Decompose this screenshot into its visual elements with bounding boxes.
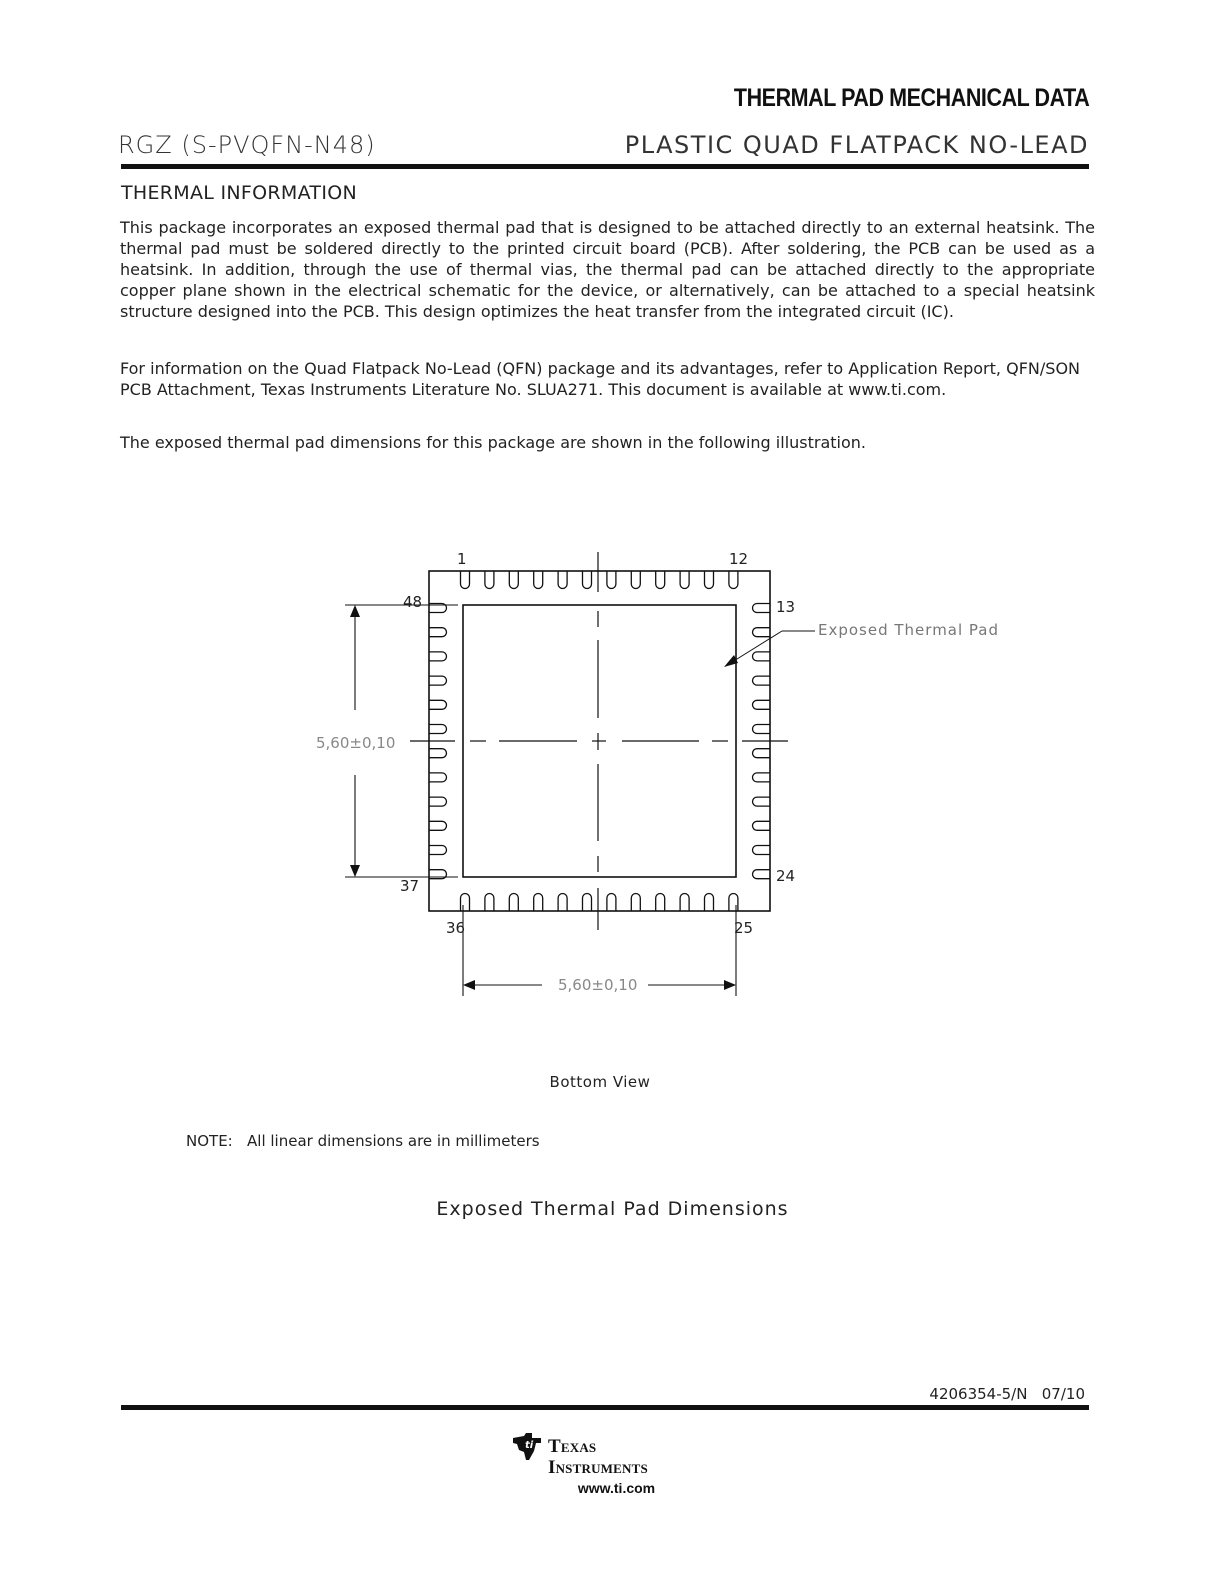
pins-bottom [461, 894, 738, 912]
paragraph-illustration-intro: The exposed thermal pad dimensions for this package are shown in the following illustration. [120, 433, 866, 452]
pin [753, 797, 771, 806]
pin [656, 571, 665, 589]
pin [656, 894, 665, 912]
pin-label-37: 37 [400, 877, 420, 895]
pin [753, 676, 771, 685]
pin-label-1: 1 [457, 550, 467, 568]
dimension-vertical: 5,60±0,10 [316, 734, 396, 752]
pin [753, 846, 771, 855]
pin [680, 571, 689, 589]
pin [429, 797, 447, 806]
pin-label-13: 13 [776, 598, 796, 616]
document-id: 4206354-5/N 07/10 [929, 1385, 1085, 1403]
pin [509, 571, 518, 589]
pin [753, 604, 771, 613]
pin [631, 571, 640, 589]
note: NOTE: All linear dimensions are in millimeters [186, 1132, 540, 1150]
figure-title: Exposed Thermal Pad Dimensions [436, 1198, 789, 1220]
pin [753, 821, 771, 830]
pin [680, 894, 689, 912]
pin [429, 652, 447, 661]
pin-label-24: 24 [776, 867, 796, 885]
package-code: RGZ (S-PVQFN-N48) [118, 131, 376, 159]
pin [429, 628, 447, 637]
pins-top [461, 571, 738, 589]
ti-logo-icon [510, 1432, 546, 1462]
pin-label-48: 48 [403, 593, 423, 611]
pin [485, 571, 494, 589]
dimension-horizontal: 5,60±0,10 [558, 976, 638, 994]
pin [729, 571, 738, 589]
pin [429, 773, 447, 782]
center-lines [410, 552, 788, 930]
pin [583, 571, 592, 589]
footer-url: www.ti.com [577, 1480, 656, 1496]
pin-label-25: 25 [734, 919, 754, 937]
page-title: THERMAL PAD MECHANICAL DATA [733, 84, 1089, 112]
pin [509, 894, 518, 912]
logo-text-instruments: Instruments [548, 1457, 648, 1478]
pin-label-36: 36 [446, 919, 466, 937]
pin [607, 894, 616, 912]
section-title: THERMAL INFORMATION [121, 182, 358, 204]
paragraph-thermal-info: This package incorporates an exposed thermal pad that is designed to be attached directly to an external heatsink. The thermal pad must be soldered directly to the printed circuit board (PCB). After soldering, the PCB can be used as a heatsink. In addition, through the use of thermal vias, the thermal pad can be attached directly to the appropriate copper plane shown in the electrical schematic for the device, or alternatively, can be attached to a special heatsink structure designed into the PCB. This design optimizes the heat transfer from the integrated circuit (IC). [120, 218, 1095, 321]
pin [753, 652, 771, 661]
footer-rule [121, 1405, 1089, 1410]
pin [753, 628, 771, 637]
pin [753, 773, 771, 782]
callout-label: Exposed Thermal Pad [818, 621, 1000, 639]
pin [753, 749, 771, 758]
pin [705, 894, 714, 912]
pin [583, 894, 592, 912]
pin [429, 821, 447, 830]
pin [429, 749, 447, 758]
pin [558, 571, 567, 589]
pin [558, 894, 567, 912]
pin [429, 846, 447, 855]
pin [607, 571, 616, 589]
package-name: PLASTIC QUAD FLATPACK NO-LEAD [624, 131, 1089, 159]
pin-label-12: 12 [729, 550, 749, 568]
pin [461, 894, 470, 912]
paragraph-qfn-info: For information on the Quad Flatpack No-Lead (QFN) package and its advantages, refer to Application Report, QFN/SON PCB Attachment, Texas Instruments Literature No. SLUA271. This document is available at www.ti.com. [120, 359, 1080, 399]
pin [729, 894, 738, 912]
pin [753, 725, 771, 734]
pin [705, 571, 714, 589]
pin [534, 894, 543, 912]
logo-text-texas: Texas [548, 1436, 597, 1457]
pin [429, 725, 447, 734]
pin [753, 700, 771, 709]
pin [461, 571, 470, 589]
view-label: Bottom View [549, 1073, 651, 1091]
pin [631, 894, 640, 912]
pin [429, 700, 447, 709]
svg-text:ti: ti [525, 1440, 534, 1451]
pin [485, 894, 494, 912]
pin [753, 870, 771, 879]
pin [429, 676, 447, 685]
pin [534, 571, 543, 589]
